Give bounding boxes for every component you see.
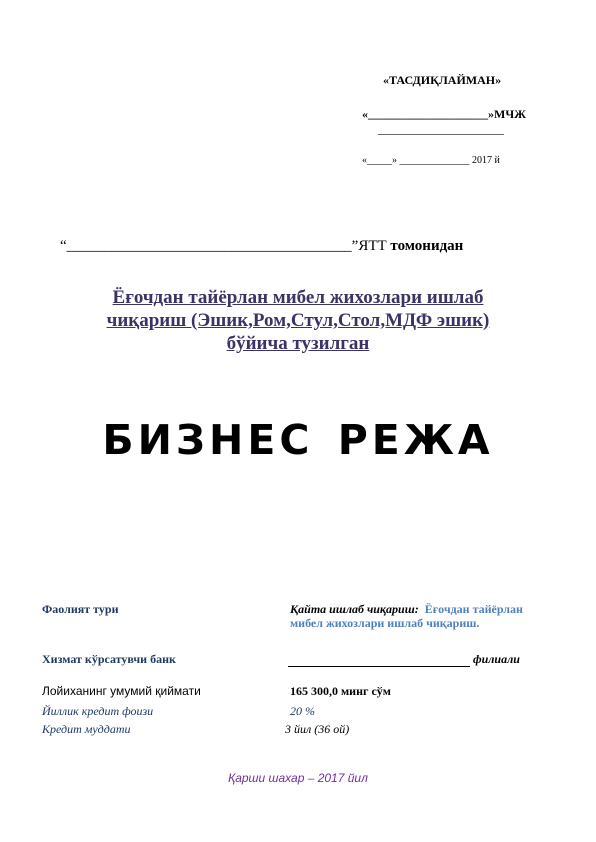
document-subtitle bbox=[48, 286, 548, 355]
subtitle-line-1: Ёғочдан тайёрлан мибел жихозлари ишлаб bbox=[112, 287, 484, 308]
approval-org-line: «____________________»МЧЖ bbox=[362, 107, 526, 121]
bank-label: Хизмат кўрсатувчи банк bbox=[42, 652, 176, 666]
total-cost-label: Лойиханинг умумий қиймати bbox=[42, 684, 201, 698]
bank-name-blank bbox=[288, 653, 470, 667]
activity-detail: Ёғочдан тайёрлан мибел жихозлари ишлаб bbox=[290, 602, 523, 630]
credit-term-value: 3 йил (36 ой) bbox=[285, 722, 350, 736]
credit-rate-value: 20 % bbox=[290, 704, 315, 718]
credit-rate-label: Йиллик кредит фоизи bbox=[42, 704, 154, 718]
subtitle-line-2: чиқариш (Эшик,Ром,Стул,Стол,МДФ эшик) bbox=[106, 310, 490, 331]
company-line bbox=[60, 238, 463, 255]
activity-prefix: Қайта ишлаб чиқариш: bbox=[290, 602, 419, 616]
bank-suffix: филиали bbox=[470, 652, 520, 666]
bank-value bbox=[288, 652, 520, 667]
activity-value bbox=[290, 602, 540, 630]
footer-city-year: Қарши шахар – 2017 йил bbox=[228, 771, 368, 785]
company-name-line: “______________________________________”ЯТТ bbox=[60, 238, 387, 254]
approval-title: «ТАСДИҚЛАЙМАН» bbox=[383, 73, 502, 87]
company-suffix: томонидан bbox=[386, 238, 464, 254]
main-title: БИЗНЕС РЕЖА bbox=[102, 416, 494, 464]
approval-date-line: «_____» ______________ 2017 й bbox=[362, 155, 500, 166]
subtitle-line-3: бўйича тузилган bbox=[226, 333, 370, 354]
activity-label: Фаолият тури bbox=[42, 602, 119, 616]
credit-term-label: Кредит муддати bbox=[42, 722, 131, 736]
activity-end: чиқариш. bbox=[426, 616, 480, 630]
approval-signature-line: _____________________ bbox=[378, 122, 504, 136]
total-cost-value: 165 300,0 минг сўм bbox=[290, 684, 391, 698]
